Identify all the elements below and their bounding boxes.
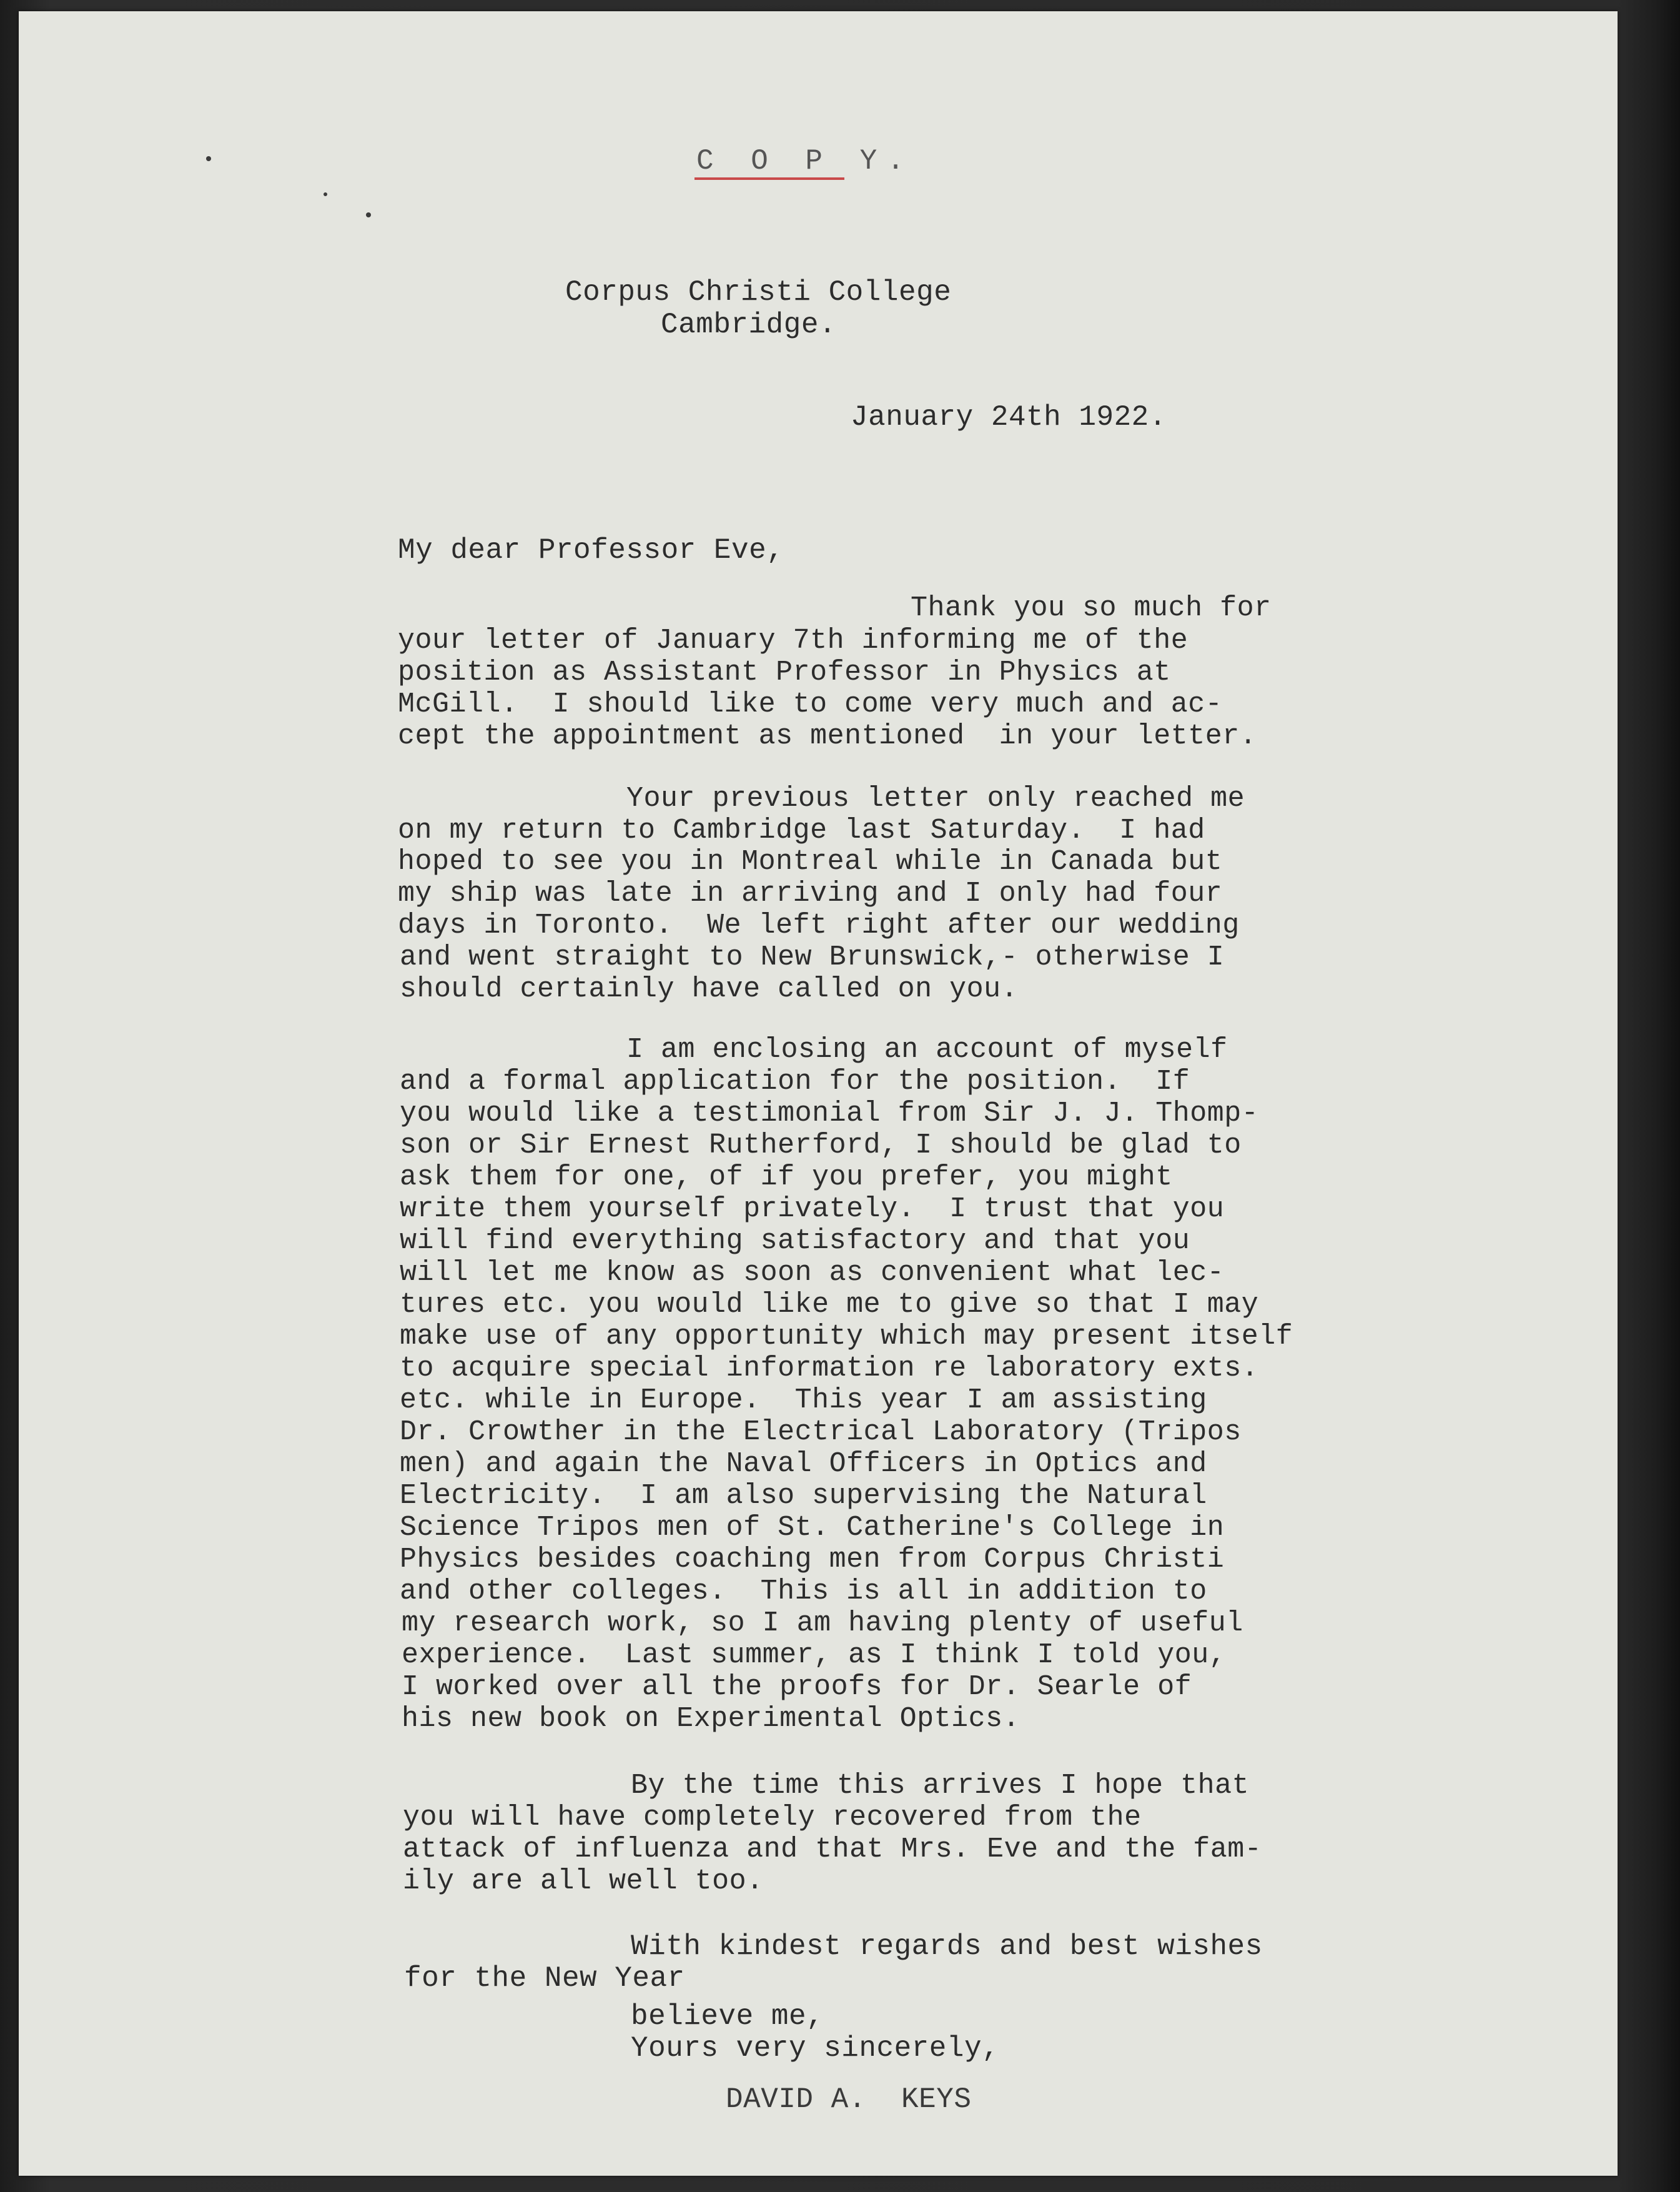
body-line: will let me know as soon as convenient what lec- [400, 1257, 1225, 1289]
body-line: and went straight to New Brunswick,- otherwise I [400, 941, 1225, 973]
body-line: Dr. Crowther in the Electrical Laboratory (Tripos [400, 1416, 1242, 1448]
body-line: Your previous letter only reached me [626, 783, 1245, 815]
body-line: experience. Last summer, as I think I told you, [402, 1639, 1227, 1671]
body-line: your letter of January 7th informing me of the [398, 625, 1188, 657]
body-line: position as Assistant Professor in Physics at [398, 657, 1171, 688]
paper-speck [324, 192, 327, 196]
address-line-college: Corpus Christi College [565, 276, 952, 309]
paper-speck [366, 212, 371, 217]
signature-typed-name: DAVID A. KEYS [726, 2083, 972, 2116]
body-line: men) and again the Naval Officers in Optics and [400, 1448, 1207, 1480]
closing-believe-me: believe me, [631, 2000, 824, 2033]
body-line: McGill. I should like to come very much and ac- [398, 688, 1223, 720]
body-line: By the time this arrives I hope that [631, 1770, 1250, 1802]
body-line: I am enclosing an account of myself [626, 1034, 1228, 1066]
closing-new-year: for the New Year [404, 1962, 685, 1995]
body-line: attack of influenza and that Mrs. Eve and the fam- [403, 1833, 1262, 1865]
body-line: my ship was late in arriving and I only had four [398, 878, 1223, 910]
body-line: son or Sir Ernest Rutherford, I should be glad to [400, 1129, 1242, 1161]
body-line: ily are all well too. [403, 1865, 764, 1897]
body-line: hoped to see you in Montreal while in Canada but [398, 846, 1223, 878]
address-line-city: Cambridge. [661, 309, 837, 341]
body-line: make use of any opportunity which may present itself [400, 1321, 1293, 1352]
body-line: days in Toronto. We left right after our wedding [398, 910, 1240, 941]
body-line: Science Tripos men of St. Catherine's College in [400, 1512, 1225, 1544]
closing-yours: Yours very sincerely, [631, 2032, 1000, 2065]
body-line: my research work, so I am having plenty of useful [402, 1607, 1243, 1639]
body-line: you would like a testimonial from Sir J. J. Thomp- [400, 1098, 1259, 1129]
body-line: and other colleges. This is all in addition to [400, 1575, 1207, 1607]
salutation: My dear Professor Eve, [398, 534, 784, 567]
body-line: Electricity. I am also supervising the Natural [400, 1480, 1207, 1512]
scan-right-border [1618, 0, 1680, 2192]
body-line: will find everything satisfactory and that you [400, 1225, 1190, 1257]
paper-speck [206, 156, 211, 161]
body-line: should certainly have called on you. [400, 973, 1019, 1005]
letter-date: January 24th 1922. [851, 401, 1167, 434]
body-line: etc. while in Europe. This year I am assisting [400, 1384, 1207, 1416]
copy-heading-underline [694, 177, 844, 180]
body-line: on my return to Cambridge last Saturday. I had [398, 815, 1205, 846]
body-line: I worked over all the proofs for Dr. Searle of [402, 1671, 1192, 1703]
body-line: write them yourself privately. I trust that you [400, 1193, 1225, 1225]
body-line: Thank you so much for [911, 592, 1272, 624]
body-line: his new book on Experimental Optics. [402, 1703, 1020, 1735]
closing-regards: With kindest regards and best wishes [631, 1930, 1263, 1963]
body-line: you will have completely recovered from the [403, 1802, 1142, 1833]
body-line: to acquire special information re laboratory exts. [400, 1352, 1259, 1384]
copy-heading: C O P Y. [696, 145, 914, 177]
body-line: ask them for one, of if you prefer, you might [400, 1161, 1173, 1193]
body-line: and a formal application for the position. If [400, 1066, 1190, 1098]
body-line: Physics besides coaching men from Corpus Christi [400, 1544, 1225, 1575]
body-line: cept the appointment as mentioned in your letter. [398, 720, 1257, 752]
body-line: tures etc. you would like me to give so that I may [400, 1289, 1259, 1321]
